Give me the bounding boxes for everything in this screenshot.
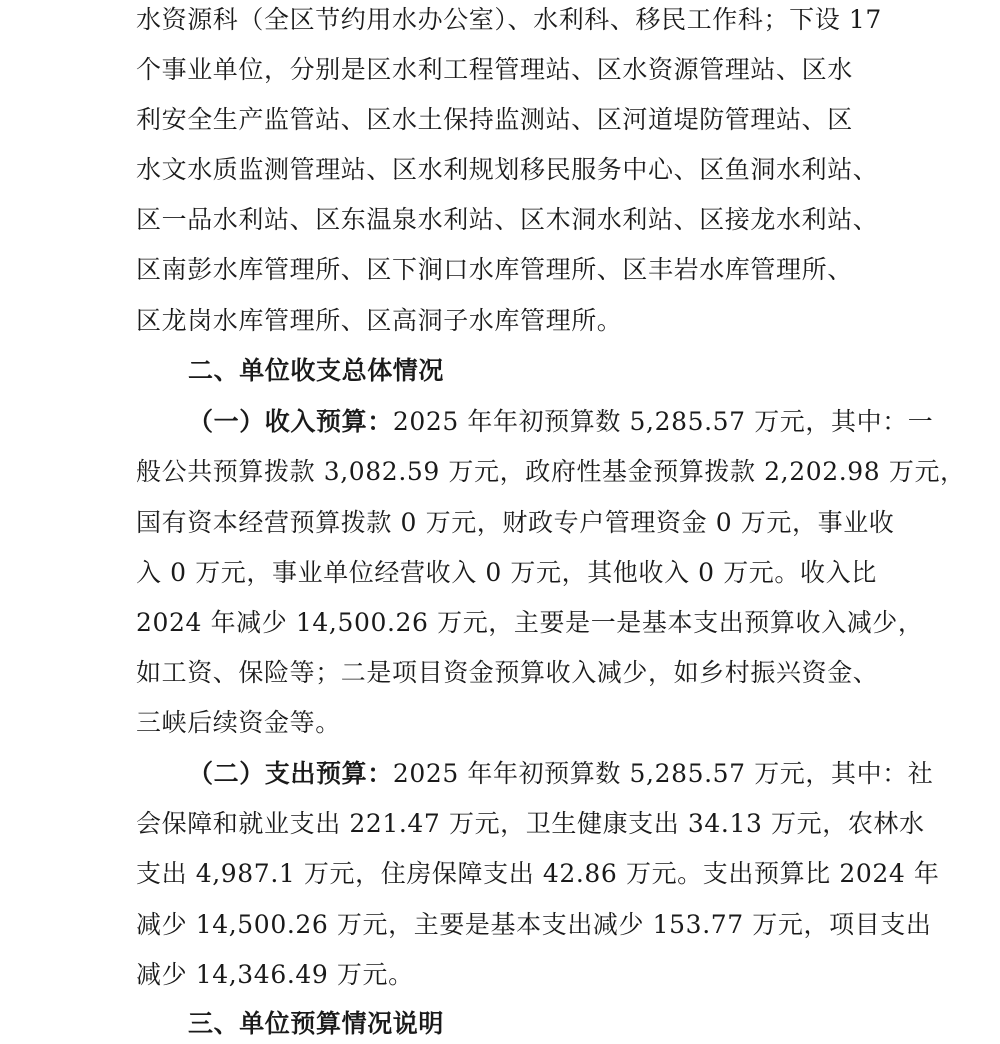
body-line: 区一品水利站、区东温泉水利站、区木洞水利站、区接龙水利站、 [136,205,879,234]
expense-lead: （二）支出预算： [188,759,393,788]
body-line: 般公共预算拨款 3,082.59 万元，政府性基金预算拨款 2,202.98 万元， [136,457,966,486]
body-line: 利安全生产监管站、区水土保持监测站、区河道堤防管理站、区 [136,105,853,134]
income-first-line-text: 2025 年年初预算数 5,285.57 万元，其中：一 [392,407,934,436]
body-line: 水资源科（全区节约用水办公室）、水利科、移民工作科；下设 17 [136,5,882,34]
section-heading: 三、单位预算情况说明 [188,1009,445,1038]
body-line: 区南彭水库管理所、区下涧口水库管理所、区丰岩水库管理所、 [136,255,853,284]
expense-first-line-text: 2025 年年初预算数 5,285.57 万元，其中：社 [392,759,934,788]
body-line: 2024 年减少 14,500.26 万元，主要是一是基本支出预算收入减少， [136,608,924,637]
body-line: 个事业单位，分别是区水利工程管理站、区水资源管理站、区水 [136,55,853,84]
income-first-line [188,402,933,442]
body-line: 减少 14,346.49 万元。 [136,960,414,989]
expense-first-line [188,754,933,794]
section-heading: 二、单位收支总体情况 [188,356,445,385]
body-line: 入 0 万元，事业单位经营收入 0 万元，其他收入 0 万元。收入比 [136,558,877,587]
body-line: 减少 14,500.26 万元，主要是基本支出减少 153.77 万元，项目支出 [136,910,932,939]
body-line: 支出 4,987.1 万元，住房保障支出 42.86 万元。支出预算比 2024 年 [136,859,940,888]
body-line: 国有资本经营预算拨款 0 万元，财政专户管理资金 0 万元，事业收 [136,508,895,537]
body-line: 会保障和就业支出 221.47 万元，卫生健康支出 34.13 万元，农林水 [136,809,925,838]
body-line: 区龙岗水库管理所、区高洞子水库管理所。 [136,306,623,335]
body-line: 水文水质监测管理站、区水利规划移民服务中心、区鱼洞水利站、 [136,155,879,184]
income-lead: （一）收入预算： [188,407,393,436]
body-line: 三峡后续资金等。 [136,708,341,737]
body-line: 如工资、保险等；二是项目资金预算收入减少，如乡村振兴资金、 [136,658,879,687]
